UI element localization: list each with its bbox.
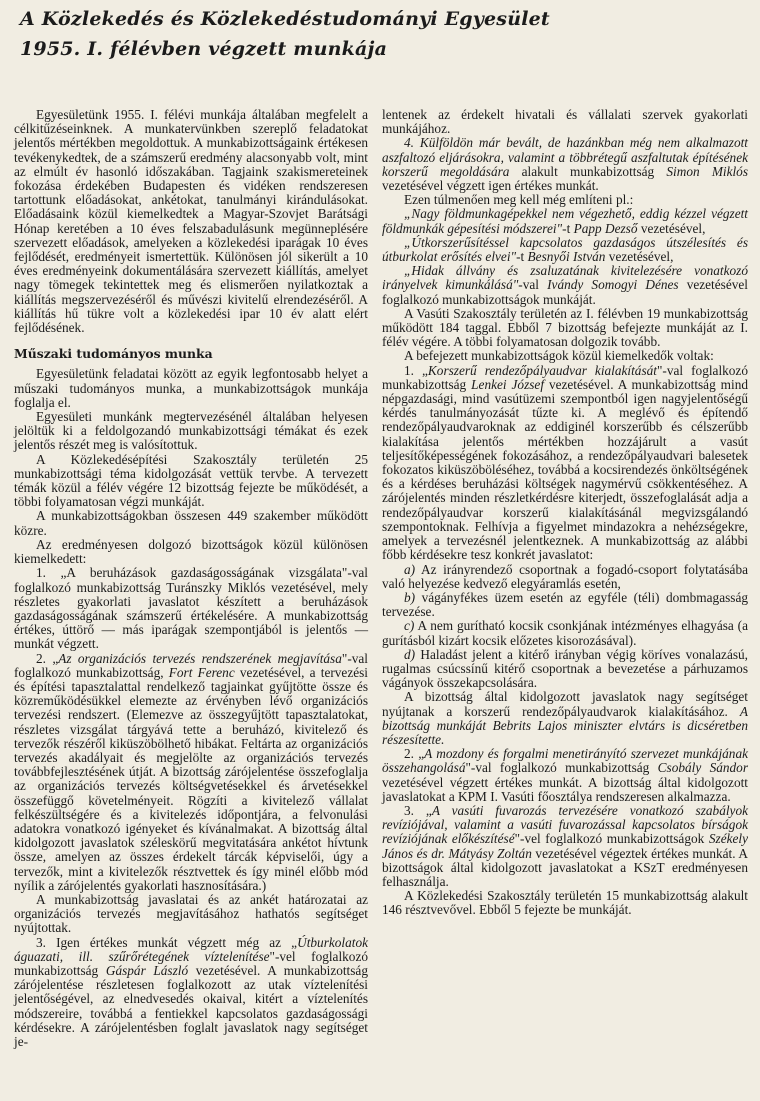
text-run: vezetésével, bbox=[605, 249, 674, 265]
text-run: 3. „ bbox=[404, 802, 432, 818]
emphasis-text: „Útkorszerűsítéssel kapcsolatos gazdaságos útszélesítés és útburkolat erősítés elvei" bbox=[382, 234, 748, 265]
list-marker: b) bbox=[404, 589, 416, 605]
paragraph: Ezen túlmenően meg kell még említeni pl.: bbox=[404, 192, 634, 208]
emphasis-text: A vasúti fuvarozás tervezésére vonatkozó szabályok revíziójával, valamint a vasúti fuvarozással kapcsolatos bírságok revíziójának előkészítésé bbox=[382, 802, 748, 847]
paragraph: A munkabizottság javaslatai és az ankét határozatai az organizációs tervezés megjavításához hathatós segítséget nyújtottak. bbox=[14, 891, 368, 936]
text-run: -t bbox=[516, 249, 528, 265]
paragraph: A Vasúti Szakosztály területén az I. félévben 19 munkabizottság működött 184 taggal. Ebből 7 bizottság befejezte munkáját az I. félév végére. A többi folyamatosan dolgozik tovább. bbox=[382, 305, 748, 350]
intro-paragraph: Egyesületünk 1955. I. félévi munkája általában megfelelt a célkitűzéseinknek. A munkatervünkben szereplő feladatokat jelentős mértékben megoldottuk. A munkabizottságaink értékesen tevékenykedtek, de a számszerű eredmény alacsonyabb volt, mint az elmúlt év hasonló időszakában. Tagjaink szakismereteinek fokozása érdekében Budapesten és vidéken rendszeresen tartottunk előadásokat, ankétokat, tanulmányi kirándulásokat. Előadásaink közül kiemelkedtek a Magyar-Szovjet Barátsági Hónap keretében a 10 éves felszabadulásunk megünneplésére szervezett előadások, amelyeken a közlekedési iparágak 10 éves fejlődését, eredményeit ismertettük. Különösen jól sikerült a 10 éves eredményeink dokumentálására szervezett kiállítás, amelyet nagy tömegek tekintettek meg és elismerően nyilatkoztak a kiállítás megszervezéséről és művészi kivitelű elrendezéséről. A kiállítás hű tükre volt a közlekedési ipar 10 év alatt elért fejlődésének. bbox=[14, 107, 368, 336]
example-item-2 bbox=[382, 236, 748, 264]
person-name: Papp Dezső bbox=[573, 220, 638, 236]
paragraph: A Közlekedésépítési Szakosztály területén 25 munkabizottsági téma kidolgozását vettük tervbe. A tervezett témák közül a félév végére 12 bizottság fejezte be működését, a többi folyamatosan végzi munkáját. bbox=[14, 451, 368, 510]
list-marker: a) bbox=[404, 561, 416, 577]
page-title: A Közlekedés és Közlekedéstudományi Egyesület bbox=[20, 8, 550, 30]
person-name: Ivándy Somogyi Dénes bbox=[547, 277, 679, 293]
text-columns bbox=[14, 108, 748, 1049]
text-run: vezetésével végeztek értékes munkát. A bizottságok által kidolgozott javaslatokat a KSzT eredményesen felhasználja. bbox=[382, 845, 748, 889]
paragraph: Az eredményesen dolgozó bizottságok közül különösen kiemelkedett: bbox=[14, 536, 368, 567]
text-run: "-val foglalkozó munkabizottság bbox=[382, 362, 748, 392]
example-item-1 bbox=[382, 207, 748, 235]
paragraph bbox=[382, 690, 748, 747]
list-item-3 bbox=[14, 936, 368, 1050]
paragraph: A munkabizottságokban összesen 449 szakember működött közre. bbox=[14, 508, 368, 538]
person-name: Simon Miklós bbox=[666, 163, 749, 179]
person-name: Fort Ferenc bbox=[168, 664, 235, 680]
paragraph: A befejezett munkabizottságok közül kiemelkedők voltak: bbox=[404, 348, 714, 364]
person-name: Besnyői István bbox=[527, 249, 606, 265]
text-run: vezetésével végzett igen értékes munkát. bbox=[382, 178, 599, 194]
emphasis-text: „Hidak állvány és zsaluzatának kivitelezésére vonatkozó irányelvek kimunkálásá" bbox=[382, 263, 748, 293]
text-run: Az irányrendező csoportnak a fogadó-csoport folytatásába való helyezése kedvező elegyáramlás esetén, bbox=[382, 561, 748, 591]
text-run: vezetésével végzett értékes munkát. A bizottság által kidolgozott javaslatokat a KPM I. Vasúti főosztálya rendszeresen alkalmazza. bbox=[382, 774, 748, 804]
text-run: 3. Igen értékes munkát végzett még az „ bbox=[36, 934, 298, 950]
text-run: "-val foglalkozó munkabizottság bbox=[465, 760, 658, 776]
text-run: 2. „ bbox=[404, 746, 425, 762]
text-run: vágányfékes üzem esetén az egyféle (téli) dombmagasság tervezése. bbox=[382, 589, 748, 620]
list-item-2 bbox=[14, 652, 368, 893]
text-run: "-vel foglalkozó munkabizottság bbox=[14, 948, 368, 978]
emphasis-text: 4. Külföldön már bevált, de hazánkban még nem alkalmazott aszfaltozó eljárásokra, valamint a többrétegű aszfaltutak építésének korszerű megoldására bbox=[382, 135, 748, 179]
emphasis-text: „Nagy földmunkagépekkel nem végezhető, eddig kézzel végzett földmunkák gépesítési módszerei" bbox=[382, 206, 748, 236]
person-name: Csobály Sándor bbox=[657, 760, 748, 776]
proposal-d bbox=[382, 648, 748, 691]
text-run: 2. „ bbox=[36, 650, 59, 666]
proposal-c bbox=[382, 619, 748, 647]
right-column bbox=[382, 108, 748, 1049]
text-run: "-vel foglalkozó munkabizottságok bbox=[514, 831, 709, 847]
text-run: vezetésével foglalkozó munkabizottságok munkáját. bbox=[382, 277, 748, 307]
text-run: vezetésével, a tervezési és építési tapasztalattal rendelkező tagjainkat gyűjtötte össze és közreműködésükkel elemezte az érvényben lévő organizációs tervezési rendszert. (Elemezve az összegyűjtött tapasztalatokat, részletes vizsgálat tárgyává tette a beruházó, kivitelező és tervezők részéről kiküszöbölhető hibákat. Feltárta az organizációs tervezés akadályait és megjelölte az organizációs tervezés továbbfejlesztésének útját. A bizottság zárójelentése összefoglalja az organizációs tervezés költségvetésekkel és árvetésekkel összefüggő követelményeit. Rögzíti a kivitelező vállalat felkészültségére és a kivitelezés időpontjára, a felvonulási adatokra vonatkozó igényeket és kívánalmakat. A bizottság által kidolgozott javaslatok széleskörű megvitatására ankétot hívtunk össze, amelyen az összes érdekelt tárcák képviselői, úgy a tervezők, mint a kivitelezők résztvettek és így minél előbb mód nyílik a zárójelentés gyakorlati hasznosítására.) bbox=[14, 664, 369, 893]
emphasis-text: Korszerű rendezőpályaudvar kialakítását bbox=[427, 362, 657, 378]
text-run: 1. „ bbox=[404, 362, 428, 378]
text-run: alakult munkabizottság bbox=[509, 163, 667, 179]
emphasis-text: Útburkolatok águazati, ill. szűrőrétegének víztelenítése bbox=[14, 934, 368, 964]
proposal-b bbox=[382, 591, 748, 619]
text-run: -val bbox=[518, 277, 548, 293]
page-subtitle: 1955. I. félévben végzett munkája bbox=[20, 38, 388, 60]
text-run: vezetésével. A munkabizottság mind népgazdasági, mind vasútüzemi szempontból igen nagyjelentőségű kérdés tanulmányozását tűzte ki. A meglévő és építendő rendezőpályaudvaroknak az eddiginél korszerűbb és célszerűbb kialakítása jelentős mértékben hozzájárult a vasút teljesítőképességének fokozásához, a rendezőpályaudvari balesetek fokozatos kiküszöböléséhez, továbbá a kocsirendezés önköltségének és a kérdéses beruházási költségek nagymérvű csökkentéséhez. A zárójelentés minden részletkérdésre kiterjedt, összefoglalását adja a rendezőpályaudvar korszerű kialakításánál megvizsgálandó szempontoknak. Felhívja a figyelmet mindazokra a nehézségekre, amelyek a tervezésnél jelentkeznek. A munkabizottság az alábbi főbb kérdésekre tesz konkrét javaslatot: bbox=[382, 376, 748, 563]
list-item-1: 1. „A beruházások gazdaságosságának vizsgálata"-val foglalkozó munkabizottság Turánszky Miklós vezetésével, mely részletes gyakorlati javaslatot készített a beruházások gazdaságosságának számszerű értékelésére. A munkabizottság értékes, úttörő — más iparágak szempontjából is jelentős — munkát végzett. bbox=[14, 565, 368, 652]
text-run: -t bbox=[562, 220, 574, 236]
text-run: Haladást jelent a kitérő irányban végig köríves vonalazású, rugalmas csúcssínű kitérő csoportnak a bevezetése a párhuzamos vágányok összekapcsolására. bbox=[382, 646, 748, 691]
left-column bbox=[14, 108, 368, 1049]
emphasis-text: Az organizációs tervezés rendszerének megjavítása bbox=[58, 650, 342, 666]
list-item-4 bbox=[382, 136, 748, 193]
paragraph: Egyesületi munkánk megtervezésénél általában helyesen jelöltük ki a feldolgozandó munkabizottsági témákat és ezek jelentős részét meg is valósítottuk. bbox=[14, 409, 368, 453]
text-run: vezetésével, bbox=[637, 220, 706, 236]
emphasis-text: A bizottság munkáját Bebrits Lajos miniszter elvtárs is dicséretben részesítette. bbox=[382, 703, 748, 747]
person-name: Lenkei József bbox=[471, 376, 545, 392]
example-item-3 bbox=[382, 264, 748, 307]
person-name: Székely János és dr. Mátyásy Zoltán bbox=[382, 831, 748, 861]
text-run: "-val foglalkozó munkabizottság, bbox=[14, 650, 368, 680]
railway-item-2 bbox=[382, 747, 748, 804]
railway-item-3 bbox=[382, 804, 748, 889]
paragraph: A Közlekedési Szakosztály területén 15 munkabizottság alakult 146 résztvevővel. Ebből 5 fejezte be munkáját. bbox=[382, 888, 748, 918]
text-run: A nem gurítható kocsik csonkjának intézményes elhagyása (a gurításból kizárt kocsik előzetes kisorozásával). bbox=[382, 618, 748, 648]
title-block bbox=[14, 4, 748, 64]
text-run: A bizottság által kidolgozott javaslatok nagy segítséget nyújtanak a korszerű rendezőpályaudvarok kialakításához. bbox=[382, 689, 748, 719]
proposal-a bbox=[382, 563, 748, 591]
list-marker: d) bbox=[404, 646, 416, 662]
railway-item-1 bbox=[382, 364, 748, 563]
emphasis-text: A mozdony és forgalmi menetirányító szervezet munkájának összehangolásá bbox=[382, 746, 748, 776]
section-heading: Műszaki tudományos munka bbox=[14, 346, 213, 362]
list-marker: c) bbox=[404, 618, 415, 634]
paragraph: Egyesületünk feladatai között az egyik legfontosabb helyet a műszaki tudományos munka, a munkabizottságok munkája foglalja el. bbox=[14, 366, 368, 410]
text-run: vezetésével. A munkabizottság zárójelentése részletesen foglalkozott az utak víztelenítési jelentőségével, az elnedvesedés okaival, kitért a víztelenítés módszereire, továbbá a fentiekkel kapcsolatos gazdaságossági kérdésekre. A zárójelentésben foglalt javaslatok nagy segítséget je- bbox=[14, 962, 368, 1049]
person-name: Gáspár László bbox=[105, 962, 189, 978]
continued-paragraph: lentenek az érdekelt hivatali és vállalati szervek gyakorlati munkájához. bbox=[382, 107, 748, 137]
